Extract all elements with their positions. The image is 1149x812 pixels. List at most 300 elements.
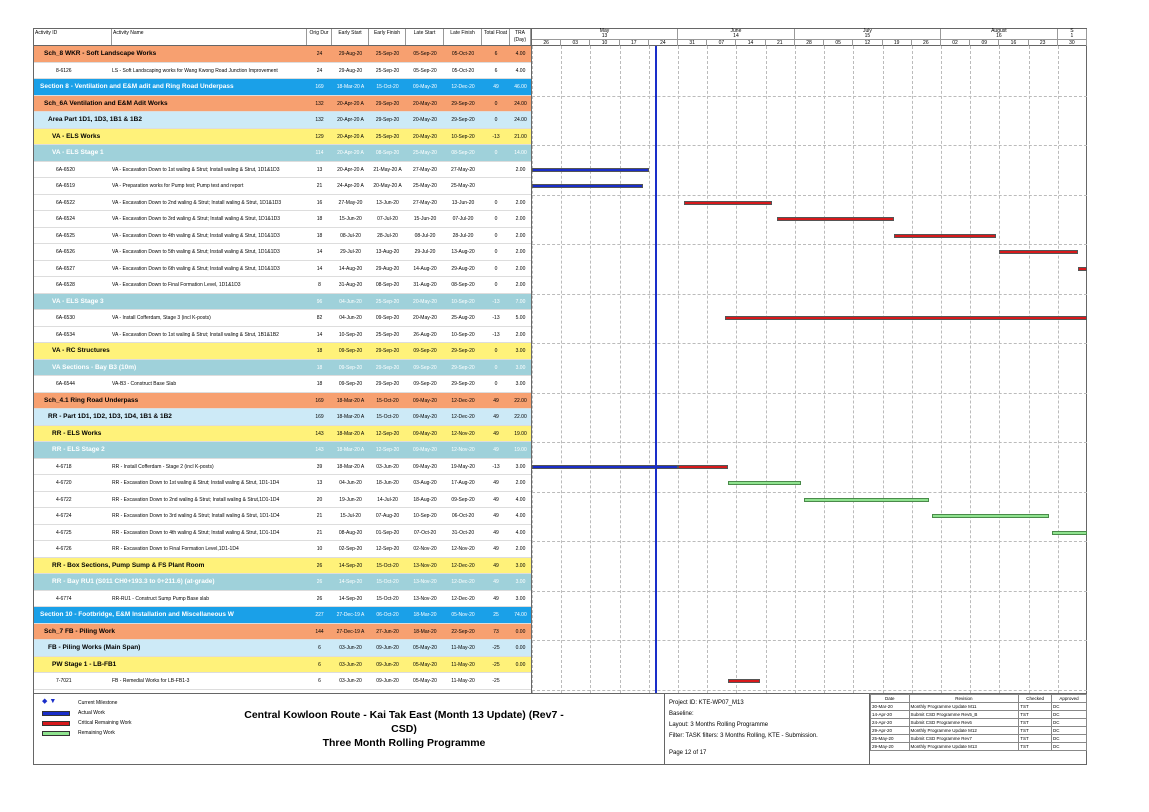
gantt-bar-red[interactable] [678, 465, 728, 469]
project-filter: Filter: TASK filters: 3 Months Rolling, KTE - Submission. [669, 733, 818, 739]
grid-hline [532, 541, 1087, 542]
cell-lf: 12-Dec-20 [451, 84, 475, 90]
cell-tra: 2.00 [515, 232, 526, 239]
cell-es: 20-Apr-20 A [337, 133, 364, 140]
cell-od: 21 [316, 513, 323, 519]
cell-lf: 08-Sep-20 [451, 282, 475, 288]
cell-od: 18 [316, 216, 323, 222]
wbs-row[interactable] [34, 360, 531, 377]
cell-ls: 07-Oct-20 [413, 529, 437, 536]
cell-tra: 3.00 [515, 463, 526, 470]
activity-id: 6A-6522 [56, 199, 75, 206]
wbs-row[interactable] [34, 294, 531, 311]
cell-ef: 29-Sep-20 [375, 381, 400, 387]
cell-ef: 25-Sep-20 [375, 331, 400, 338]
cell-tra: 2.00 [515, 265, 526, 272]
cell-ls: 14-Aug-20 [413, 265, 437, 272]
cell-es: 18-Mar-20 A [336, 414, 365, 420]
grid-hline [532, 640, 1087, 641]
activity-name: VA - Excavation Down to 2nd waling & Strut; Install waling & Strut, 1D1&1D3 [112, 199, 282, 206]
revision-cell: 24-Apr-20 [871, 719, 910, 727]
wbs-row[interactable] [34, 657, 531, 674]
wbs-label: Area Part 1D1, 1D3, 1B1 & 1B2 [48, 116, 142, 123]
gantt-bar-green[interactable] [1052, 531, 1087, 535]
cell-od: 169 [315, 84, 324, 90]
project-info [664, 694, 869, 765]
gantt-bar-green[interactable] [932, 514, 1049, 518]
cell-od: 14 [316, 249, 323, 255]
cell-es: 29-Aug-20 [338, 67, 363, 74]
col-orig-dur[interactable]: Orig Dur [307, 29, 332, 45]
cell-od: 8 [318, 282, 321, 288]
cell-ef: 03-Jun-20 [376, 463, 399, 470]
cell-tra: 4.00 [515, 529, 526, 536]
table-row[interactable] [34, 591, 531, 608]
activity-id: 4-6774 [56, 595, 72, 602]
cell-lf: 29-Aug-20 [451, 265, 475, 272]
revision-cell: DC [1051, 703, 1086, 711]
table-row[interactable] [34, 459, 531, 476]
cell-tra: 2.00 [515, 166, 526, 173]
cell-es: 03-Jun-20 [339, 678, 362, 684]
wbs-row[interactable] [34, 640, 531, 657]
activity-name: VA - Preparation works for Pump test; Pump test and report [112, 183, 244, 189]
cell-tf [482, 178, 510, 194]
cell-ls: 20-May-20 [413, 100, 437, 107]
gantt-bar-red[interactable] [728, 679, 760, 683]
table-row[interactable] [34, 277, 531, 294]
cell-tra: 46.00 [514, 84, 527, 90]
revision-row [871, 743, 1087, 751]
table-row[interactable] [34, 525, 531, 542]
cell-ef: 25-Sep-20 [375, 51, 400, 57]
timeline-day: 02 [941, 39, 970, 46]
activity-id: 6A-6519 [56, 183, 75, 189]
timeline-day: 10 [590, 39, 619, 46]
gantt-bar-red[interactable] [777, 217, 894, 221]
wbs-label: PW Stage 1 - LB-FB1 [52, 660, 117, 668]
cell-tf: 0 [494, 232, 498, 239]
cell-tra: 3.00 [515, 579, 526, 585]
revision-cell: Monthly Programme Update M13 [909, 743, 1019, 751]
cell-es: 18-Mar-20 A [336, 463, 365, 470]
cell-es: 14-Sep-20 [338, 595, 363, 602]
cell-od: 26 [316, 562, 323, 569]
cell-tra: 0.00 [515, 628, 526, 635]
cell-tf: 0 [494, 265, 498, 272]
revision-row [871, 727, 1087, 735]
wbs-row[interactable] [34, 442, 531, 459]
col-tra[interactable]: TRA (Day) [510, 29, 531, 45]
cell-es: 15-Jul-20 [340, 513, 361, 519]
cell-ef: 15-Oct-20 [376, 84, 399, 90]
cell-od: 13 [316, 166, 323, 173]
activity-name: VA - Excavation Down to 1st waling & Strut; Install waling & Strut, 1B1&1B2 [112, 331, 279, 338]
cell-ls: 09-Sep-20 [413, 364, 437, 371]
table-row[interactable] [34, 162, 531, 179]
activity-name: VA - Install Cofferdam, Stage 3 (incl K-posts) [112, 315, 211, 321]
grid-line [824, 46, 825, 693]
activity-id: 4-6720 [56, 480, 72, 486]
cell-ls: 09-May-20 [413, 84, 437, 90]
wbs-row[interactable] [34, 607, 531, 624]
wbs-row[interactable] [34, 96, 531, 113]
cell-ef: 25-Sep-20 [375, 133, 400, 140]
cell-lf: 11-May-20 [451, 645, 475, 651]
timeline-day: 26 [532, 39, 561, 46]
table-row[interactable] [34, 195, 531, 212]
month-week: 15 [864, 33, 871, 39]
cell-tf: -13 [492, 298, 500, 305]
revision-cell: Submit CSD Programme Rev7 [909, 735, 1019, 743]
cell-ef: 09-Jun-20 [376, 661, 399, 668]
cell-tf: 6 [494, 51, 498, 57]
cell-ls: 05-Sep-20 [413, 67, 437, 74]
col-late-finish[interactable]: Late Finish [444, 29, 482, 45]
table-row[interactable] [34, 228, 531, 245]
cell-lf: 05-Oct-20 [451, 67, 475, 74]
cell-tf: 25 [493, 612, 499, 618]
table-row[interactable] [34, 310, 531, 327]
activity-id: 6A-6526 [56, 249, 75, 255]
table-row[interactable] [34, 244, 531, 261]
cell-tf: 49 [493, 84, 499, 90]
cell-es: 03-Jun-20 [339, 661, 362, 668]
table-row[interactable] [34, 63, 531, 80]
cell-ls: 29-Jul-20 [414, 249, 436, 255]
revision-cell: TST [1019, 743, 1052, 751]
wbs-row[interactable] [34, 112, 531, 129]
cell-tra: 4.00 [515, 496, 526, 503]
gantt-bar-red[interactable] [725, 316, 1087, 320]
cell-ef: 25-Sep-20 [375, 67, 400, 74]
cell-es: 18-Mar-20 A [336, 430, 365, 437]
grid-line [649, 46, 650, 693]
cell-ef: 09-Jun-20 [376, 678, 399, 684]
grid-hline [532, 343, 1087, 344]
cell-od: 6 [318, 645, 321, 651]
cell-es: 08-Aug-20 [338, 529, 363, 536]
timeline-day: 12 [853, 39, 882, 46]
wbs-row[interactable] [34, 393, 531, 410]
cell-lf: 12-Nov-20 [451, 546, 475, 552]
cell-tf: 0 [494, 216, 498, 222]
wbs-label: RR - Part 1D1, 1D2, 1D3, 1D4, 1B1 & 1B2 [48, 413, 172, 420]
cell-od: 114 [315, 150, 324, 156]
cell-ls: 05-Sep-20 [413, 51, 437, 57]
month-week: 13 [601, 33, 608, 39]
cell-es: 20-Apr-20 A [337, 166, 364, 173]
activity-name: RR - Excavation Down to 2nd waling & Strut; Install waling & Strut,1D1-1D4 [112, 496, 280, 503]
wbs-row[interactable] [34, 129, 531, 146]
revision-cell: DC [1051, 743, 1086, 751]
activity-id: 6A-6544 [56, 381, 75, 387]
cell-es: 29-Jul-20 [340, 249, 361, 255]
cell-ls: 13-Nov-20 [413, 579, 437, 585]
activity-name: FB - Remedial Works for LB-FB1-3 [112, 678, 190, 684]
table-row[interactable] [34, 508, 531, 525]
wbs-row[interactable] [34, 145, 531, 162]
cell-ef: 29-Sep-20 [375, 117, 400, 123]
wbs-row[interactable] [34, 46, 531, 63]
cell-es: 19-Jun-20 [339, 496, 362, 503]
timeline-day: 31 [678, 39, 707, 46]
timeline-day: 23 [1029, 39, 1058, 46]
cell-tra: 5.00 [515, 315, 526, 321]
cell-od: 82 [316, 315, 323, 321]
wbs-row[interactable] [34, 426, 531, 443]
cell-od: 21 [316, 183, 323, 189]
cell-ls: 20-May-20 [413, 133, 437, 140]
revision-row [871, 711, 1087, 719]
activity-id: 6A-6534 [56, 331, 75, 338]
activity-id: 6A-6525 [56, 232, 75, 239]
gantt-bar-green[interactable] [804, 498, 930, 502]
cell-es: 18-Mar-20 A [336, 447, 365, 453]
cell-tra: 3.00 [515, 364, 526, 371]
grid-line [941, 46, 942, 693]
cell-ls: 09-May-20 [413, 414, 437, 420]
cell-es: 09-Sep-20 [338, 364, 363, 371]
cell-lf: 10-Sep-20 [451, 298, 475, 305]
cell-ls: 05-May-20 [413, 678, 437, 684]
cell-tf: 49 [493, 447, 499, 453]
gantt-bar-red[interactable] [999, 250, 1078, 254]
cell-tf: 0 [494, 199, 498, 206]
cell-tf: 0 [494, 364, 498, 371]
cell-od: 132 [315, 100, 324, 107]
grid-line [795, 46, 796, 693]
wbs-label: Sch_8 WKR - Soft Landscape Works [44, 50, 157, 57]
cell-es: 04-Jun-20 [339, 480, 362, 486]
activity-name: VA - Excavation Down to 4th waling & Strut; Install waling & Strut, 1D1&1D3 [112, 232, 280, 239]
activity-name: VA - Excavation Down to 6th waling & Strut; Install waling & Strut, 1D1&1D3 [112, 265, 280, 272]
grid-line [1058, 46, 1059, 693]
cell-ef: 13-Jun-20 [376, 199, 399, 206]
wbs-row[interactable] [34, 79, 531, 96]
cell-ls: 10-Sep-20 [413, 513, 437, 519]
cell-tra: 19.00 [514, 447, 527, 453]
cell-tra: 0.00 [515, 661, 526, 668]
activity-id: 7-7021 [56, 678, 72, 684]
cell-ls: 03-Aug-20 [413, 480, 437, 486]
cell-ls: 18-Mar-20 [413, 612, 437, 618]
grid-hline [532, 393, 1087, 394]
cell-es: 14-Sep-20 [338, 562, 363, 569]
grid-hline [532, 96, 1087, 97]
revision-cell: DC [1051, 735, 1086, 743]
cell-tf: 49 [493, 579, 499, 585]
cell-ls: 09-May-20 [413, 447, 437, 453]
cell-ls: 31-Aug-20 [413, 282, 437, 288]
table-row[interactable] [34, 211, 531, 228]
schedule-sheet [33, 28, 1087, 765]
col-early-finish[interactable]: Early Finish [369, 29, 406, 45]
rev-col-checked: Checked [1019, 695, 1052, 703]
cell-ef: 08-Sep-20 [375, 150, 400, 156]
cell-ls: 18-Aug-20 [413, 496, 437, 503]
cell-ls: 20-May-20 [413, 298, 437, 305]
cell-es: 14-Aug-20 [338, 265, 363, 272]
gantt-bar-red[interactable] [894, 234, 996, 238]
cell-od: 6 [318, 678, 321, 684]
cell-tra: 2.00 [515, 480, 526, 486]
cell-tf: 49 [493, 562, 499, 569]
cell-lf: 29-Sep-20 [451, 117, 475, 123]
cell-lf: 05-Nov-20 [451, 612, 475, 618]
cell-lf: 12-Dec-20 [451, 579, 475, 585]
cell-ls: 09-Sep-20 [413, 348, 437, 354]
cell-tf [482, 162, 510, 178]
cell-tf: -13 [492, 315, 500, 321]
cell-ls: 27-May-20 [413, 166, 437, 173]
grid-line [970, 46, 971, 693]
activity-name: VA - Excavation Down to 3rd waling & Strut; Install waling & Strut, 1D1&1D3 [112, 216, 281, 222]
wbs-label: RR - Box Sections, Pump Sump & FS Plant Room [52, 561, 205, 569]
gantt-bar-blue[interactable] [532, 168, 649, 172]
table-row[interactable] [34, 261, 531, 278]
timeline-day: 28 [795, 39, 824, 46]
col-late-start[interactable]: Late Start [406, 29, 444, 45]
cell-es: 09-Sep-20 [338, 348, 363, 354]
cell-tra: 7.00 [515, 298, 526, 305]
cell-od: 227 [315, 612, 324, 618]
wbs-row[interactable] [34, 558, 531, 575]
table-row[interactable] [34, 178, 531, 195]
cell-od: 143 [315, 430, 324, 437]
timeline-day: 03 [561, 39, 590, 46]
wbs-label: Sch_7 FB - Piling Work [44, 627, 116, 635]
cell-lf: 08-Sep-20 [451, 150, 475, 156]
cell-lf: 25-May-20 [451, 183, 475, 189]
legend-item [42, 700, 152, 708]
gantt-bar-green[interactable] [728, 481, 801, 485]
cell-es: 27-May-20 [338, 199, 363, 206]
rev-col-revision: Revision [909, 695, 1019, 703]
grid-line [620, 46, 621, 693]
col-activity-name[interactable]: Activity Name [112, 29, 307, 45]
title-line-1: Central Kowloon Route - Kai Tak East (Month 13 Update) (Rev7 - CSD) [244, 709, 564, 735]
cell-ls: 25-May-20 [413, 183, 437, 189]
cell-es: 27-Dec-19 A [336, 628, 365, 635]
cell-tra: 14.00 [514, 150, 527, 156]
col-activity-id[interactable]: Activity ID [34, 29, 112, 45]
revision-cell: Monthly Programme Update M11 [909, 703, 1019, 711]
cell-ef: 09-Sep-20 [375, 315, 400, 321]
table-row[interactable] [34, 475, 531, 492]
cell-od: 96 [316, 298, 323, 305]
cell-es: 02-Sep-20 [338, 546, 363, 552]
cell-tf: 49 [493, 397, 499, 404]
cell-lf: 31-Oct-20 [451, 529, 475, 536]
cell-tra: 24.00 [514, 117, 527, 123]
cell-ef: 15-Oct-20 [376, 595, 399, 602]
table-row[interactable] [34, 492, 531, 509]
cell-od: 21 [316, 529, 323, 536]
cell-es: 20-Apr-20 A [337, 100, 364, 107]
col-early-start[interactable]: Early Start [332, 29, 369, 45]
gantt-bar-red[interactable] [1078, 267, 1087, 271]
wbs-label: RR - Bay RU1 (S011 CH0+193.3 to 0+211.6) (at-grade) [52, 578, 215, 585]
gantt-chart [531, 29, 1087, 693]
wbs-row[interactable] [34, 409, 531, 426]
table-row[interactable] [34, 376, 531, 393]
grid-line [853, 46, 854, 693]
timeline-day: 17 [620, 39, 649, 46]
timeline-month [795, 29, 941, 39]
activity-name: RR - Excavation Down to 3rd waling & Strut; Install waling & Strut, 1D1-1D4 [112, 513, 280, 519]
table-row[interactable] [34, 673, 531, 690]
cell-tra: 74.00 [514, 612, 527, 618]
grid-line [561, 46, 562, 693]
col-total-float[interactable]: Total Float [482, 29, 510, 45]
month-label: S [1070, 28, 1074, 34]
table-row[interactable] [34, 541, 531, 558]
cell-lf: 12-Nov-20 [451, 447, 475, 453]
cell-od: 18 [316, 381, 323, 387]
cell-ef: 07-Jul-20 [377, 216, 398, 222]
grid-hline [532, 690, 1087, 691]
cell-lf: 25-Aug-20 [451, 315, 475, 321]
wbs-row[interactable] [34, 624, 531, 641]
cell-ef: 15-Oct-20 [376, 562, 399, 569]
table-row[interactable] [34, 327, 531, 344]
revision-cell: TST [1019, 727, 1052, 735]
grid-line [678, 46, 679, 693]
cell-od: 10 [316, 546, 323, 552]
gantt-bar-red[interactable] [684, 201, 772, 205]
revision-cell: Submit CSD Programme Rev5_B [909, 711, 1019, 719]
cell-lf: 11-May-20 [451, 678, 475, 684]
grid-line [707, 46, 708, 693]
wbs-label: Sch_6A Ventilation and E&M Adit Works [44, 99, 168, 107]
rev-col-date: Date [871, 695, 910, 703]
legend-item [42, 730, 152, 738]
cell-lf: 13-Jun-20 [451, 199, 475, 206]
cell-od: 39 [316, 463, 323, 470]
cell-od: 169 [315, 397, 324, 404]
legend-item [42, 720, 152, 728]
revision-cell: Submit CSD Programme Rev6 [909, 719, 1019, 727]
revision-row [871, 703, 1087, 711]
grid-line [766, 46, 767, 693]
cell-ls: 05-May-20 [413, 661, 437, 668]
cell-tf: 49 [493, 513, 499, 519]
activity-name: VA-B3 - Construct Base Slab [112, 381, 177, 387]
wbs-row[interactable] [34, 343, 531, 360]
cell-es: 03-Jun-20 [339, 645, 362, 651]
cell-lf: 17-Aug-20 [451, 480, 475, 486]
cell-lf: 09-Sep-20 [451, 496, 475, 503]
cell-od: 24 [316, 51, 323, 57]
month-week: 14 [733, 33, 739, 39]
gantt-bar-blue[interactable] [532, 184, 643, 188]
cell-ls: 18-Mar-20 [413, 628, 437, 635]
cell-es: 15-Jun-20 [339, 216, 362, 222]
cell-lf: 29-Sep-20 [451, 364, 475, 371]
month-week: 16 [996, 33, 1002, 39]
wbs-row[interactable] [34, 574, 531, 591]
report-title [244, 708, 564, 750]
cell-tra: 2.00 [515, 331, 526, 338]
cell-ef: 15-Oct-20 [376, 397, 399, 404]
activity-id: 6A-6524 [56, 216, 75, 222]
revision-cell: TST [1019, 711, 1052, 719]
cell-tra: 2.00 [515, 546, 526, 552]
cell-ef: 12-Sep-20 [375, 430, 400, 437]
legend-label: Remaining Work [78, 730, 115, 736]
cell-ls: 09-Sep-20 [413, 381, 437, 387]
